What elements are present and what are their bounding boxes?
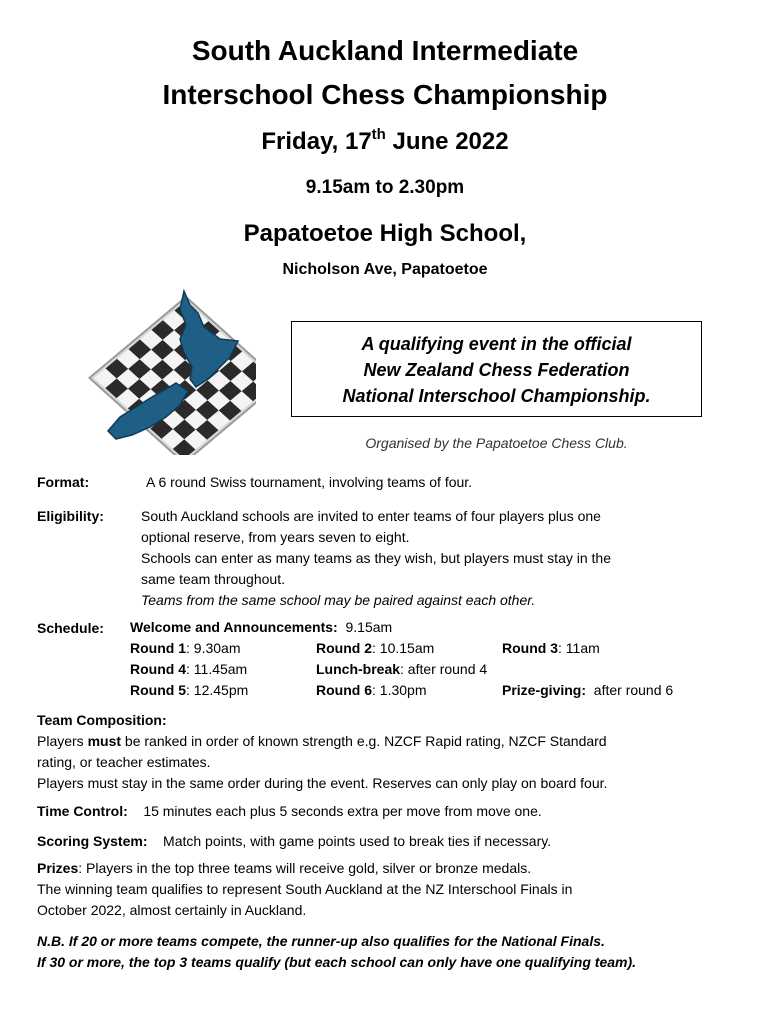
event-date: Friday, 17th June 2022	[261, 126, 509, 155]
schedule-prize-giving: Prize-giving: after round 6	[502, 682, 674, 698]
format-label: Format:	[37, 474, 90, 490]
title-line-1: South Auckland Intermediate	[191, 35, 579, 66]
schedule-lunch: Lunch-break: after round 4	[316, 661, 488, 677]
title-line-2: Interschool Chess Championship	[162, 79, 608, 110]
time-control: Time Control: 15 minutes each plus 5 seconds extra per move from move one.	[37, 803, 542, 819]
qualifying-event-box	[291, 321, 702, 417]
team-composition: Team Composition: Players must be ranked in order of known strength e.g. NZCF Rapid rating, NZCF Standard rating, or teacher estimates. Players must stay in the same order during the event. Reserves can only play on board four.	[37, 712, 608, 791]
schedule-round-4: Round 4: 11.45am	[130, 661, 248, 677]
eligibility-label: Eligibility:	[37, 508, 104, 524]
event-venue: Papatoetoe High School,	[243, 220, 527, 247]
qualifying-line-3: National Interschool Championship.	[342, 386, 651, 406]
schedule-round-3: Round 3: 11am	[502, 640, 600, 656]
event-time: 9.15am to 2.30pm	[305, 177, 465, 198]
schedule-round-6: Round 6: 1.30pm	[316, 682, 427, 698]
scoring-system: Scoring System: Match points, with game points used to break ties if necessary.	[37, 833, 552, 849]
prizes: Prizes: Players in the top three teams will receive gold, silver or bronze medals. The winning team qualifies to represent South Auckland at the NZ Interschool Finals in October 2022, almost certainly in Auckland.	[37, 860, 573, 918]
qualifying-line-1: A qualifying event in the official	[361, 334, 632, 354]
schedule-round-2: Round 2: 10.15am	[316, 640, 435, 656]
format-text: A 6 round Swiss tournament, involving teams of four.	[146, 474, 473, 490]
organiser-note: Organised by the Papatoetoe Chess Club.	[365, 435, 628, 451]
schedule-welcome: Welcome and Announcements: 9.15am	[130, 619, 393, 635]
qualifying-line-2: New Zealand Chess Federation	[363, 360, 630, 380]
eligibility-text: South Auckland schools are invited to enter teams of four players plus one optional reserve, from years seven to eight. Schools can enter as many teams as they wish, but players must stay in the same team throughout. Teams from the same school may be paired against each other.	[141, 508, 611, 608]
team-composition-label: Team Composition:	[37, 712, 167, 728]
nb-note: N.B. If 20 or more teams compete, the runner-up also qualifies for the National Finals. If 30 or more, the top 3 teams qualify (but each school can only have one qualifying team).	[37, 933, 637, 970]
nz-chess-logo-icon	[80, 283, 256, 455]
event-address: Nicholson Ave, Papatoetoe	[282, 261, 488, 278]
schedule-label: Schedule:	[37, 620, 104, 636]
schedule-round-1: Round 1: 9.30am	[130, 640, 241, 656]
schedule-round-5: Round 5: 12.45pm	[130, 682, 249, 698]
